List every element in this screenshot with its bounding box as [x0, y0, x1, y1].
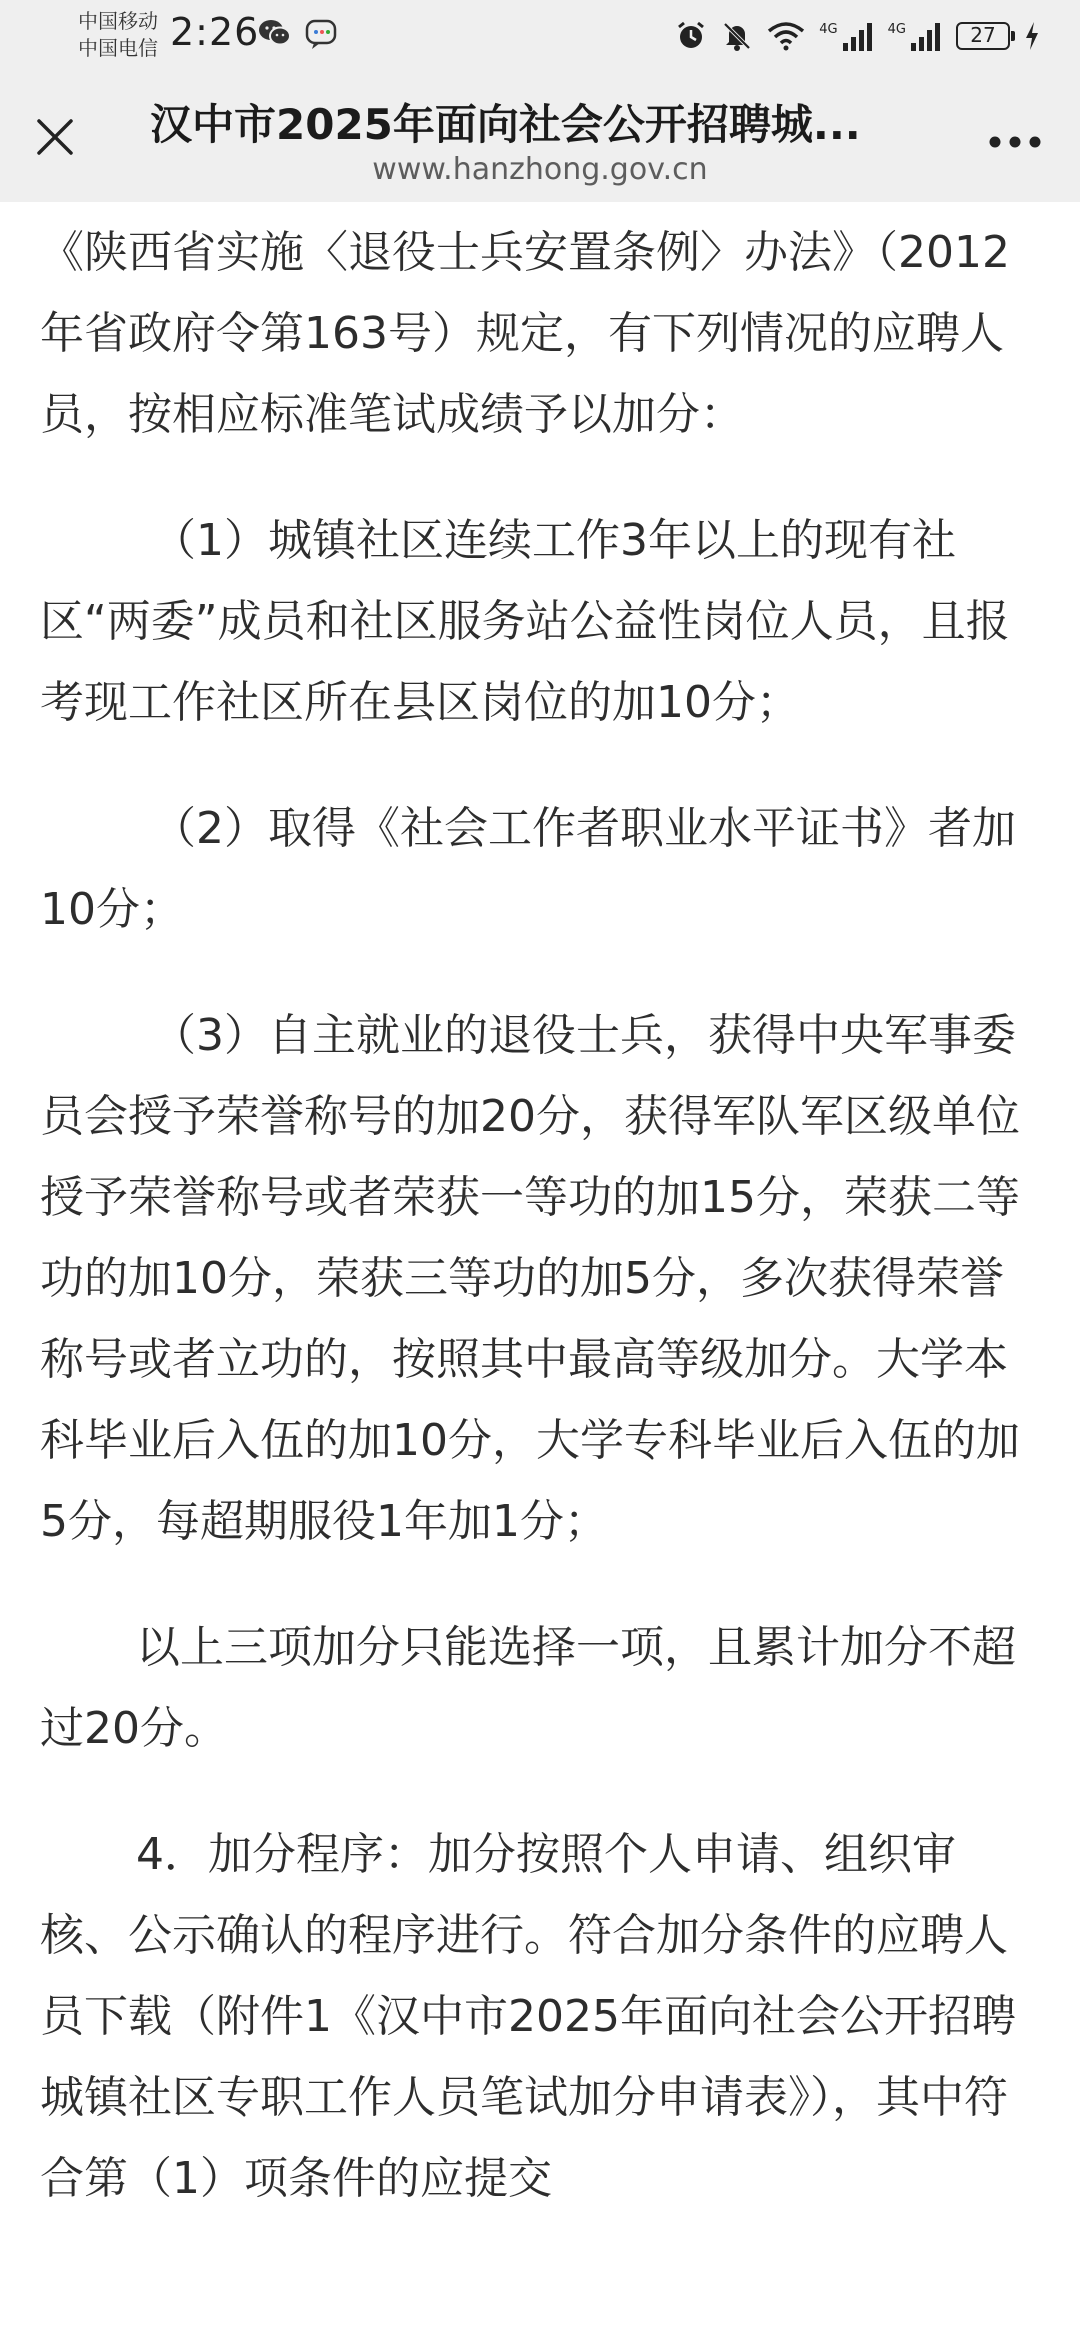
mute-bell-icon: [721, 20, 753, 52]
carrier-info: [78, 8, 158, 62]
article-paragraph: 以上三项加分只能选择一项，且累计加分不超过20分。: [40, 1622, 1016, 1754]
system-status-icons: [675, 14, 1040, 58]
more-dots-icon: [988, 135, 1042, 149]
more-options-button[interactable]: [980, 112, 1050, 172]
network-type-1: 4G: [819, 21, 838, 37]
charging-icon: [1024, 21, 1040, 51]
article-body: [40, 202, 1040, 2340]
article-paragraph: （1）城镇社区连续工作3年以上的现有社区“两委”成员和社区服务站公益性岗位人员，且报考现工作社区所在县区岗位的加10分；: [40, 515, 1010, 728]
wifi-icon: [767, 21, 805, 51]
carrier-1: 中国移动: [78, 9, 158, 33]
alarm-icon: [675, 20, 707, 52]
article-paragraph: 《陕西省实施〈退役士兵安置条例〉办法》（2012年省政府令第163号）规定，有下列情况的应聘人员，按相应标准笔试成绩予以加分：: [40, 227, 1010, 440]
battery-indicator: 27: [956, 22, 1010, 50]
browser-nav-bar: [0, 72, 1080, 202]
close-button[interactable]: [20, 102, 90, 172]
notification-icons: [258, 18, 338, 50]
signal-icon: [842, 21, 874, 51]
page-title: 汉中市2025年面向社会公开招聘城...: [150, 100, 861, 149]
carrier-2: 中国电信: [78, 36, 158, 60]
wechat-icon: [258, 18, 292, 48]
article-paragraph: 4．加分程序：加分按照个人申请、组织审核、公示确认的程序进行。符合加分条件的应聘人员下载（附件1《汉中市2025年面向社会公开招聘城镇社区专职工作人员笔试加分申请表》），其中符合第（1）项条件的应提交: [40, 1829, 1016, 2204]
article-paragraph: （2）取得《社会工作者职业水平证书》者加10分；: [40, 803, 1016, 935]
article-paragraph: （3）自主就业的退役士兵，获得中央军事委员会授予荣誉称号的加20分，获得军队军区级单位授予荣誉称号或者荣获一等功的加15分，荣获二等功的加10分，荣获三等功的加5分，多次获得荣誉称号或者立功的，按照其中最高等级加分。大学本科毕业后入伍的加10分，大学专科毕业后入伍的加5分，每超期服役1年加1分；: [40, 1010, 1020, 1547]
clock: 2:26: [170, 10, 260, 54]
signal-icon: [910, 21, 942, 51]
status-bar: [0, 0, 1080, 72]
close-icon: [35, 117, 75, 157]
message-bubble-icon: [304, 18, 338, 50]
network-type-2: 4G: [887, 21, 906, 37]
page-url: www.hanzhong.gov.cn: [372, 152, 708, 187]
